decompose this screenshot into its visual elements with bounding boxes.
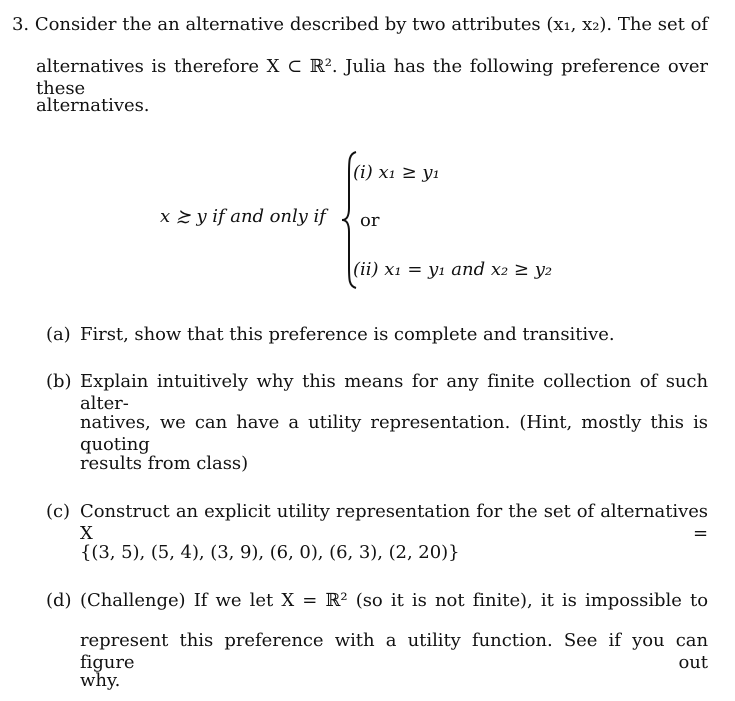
definition-case-2: (ii) x₁ = y₁ and x₂ ≥ y₂ bbox=[353, 259, 553, 280]
problem-line-1: 3. Consider the an alternative described by two attributes (x₁, x₂). The set of bbox=[12, 14, 708, 35]
part-a-line-1: First, show that this preference is complete and transitive. bbox=[80, 324, 615, 345]
part-d-label: (d) bbox=[46, 590, 72, 611]
part-c-line-1: Construct an explicit utility representation for the set of alternatives X = bbox=[80, 501, 708, 544]
part-b-line-3: results from class) bbox=[80, 453, 249, 474]
part-c-label: (c) bbox=[46, 501, 70, 522]
part-a-label: (a) bbox=[46, 324, 71, 345]
problem-line-3: alternatives. bbox=[36, 95, 150, 116]
part-d-line-1: (Challenge) If we let X = ℝ² (so it is not finite), it is impossible to bbox=[80, 590, 708, 611]
definition-or: or bbox=[360, 210, 380, 231]
part-b-line-1: Explain intuitively why this means for any finite collection of such alter- bbox=[80, 371, 708, 414]
part-d-line-2: represent this preference with a utility function. See if you can figure out bbox=[80, 630, 708, 673]
definition-lhs: x ≿ y if and only if bbox=[160, 206, 326, 227]
problem-line-2: alternatives is therefore X ⊂ ℝ². Julia has the following preference over these bbox=[36, 56, 708, 99]
part-c-line-2: {(3, 5), (5, 4), (3, 9), (6, 0), (6, 3), (2, 20)} bbox=[80, 542, 460, 563]
part-b-line-2: natives, we can have a utility representation. (Hint, mostly this is quoting bbox=[80, 412, 708, 455]
part-d-line-3: why. bbox=[80, 670, 121, 691]
part-b-label: (b) bbox=[46, 371, 72, 392]
definition-case-1: (i) x₁ ≥ y₁ bbox=[353, 162, 440, 183]
